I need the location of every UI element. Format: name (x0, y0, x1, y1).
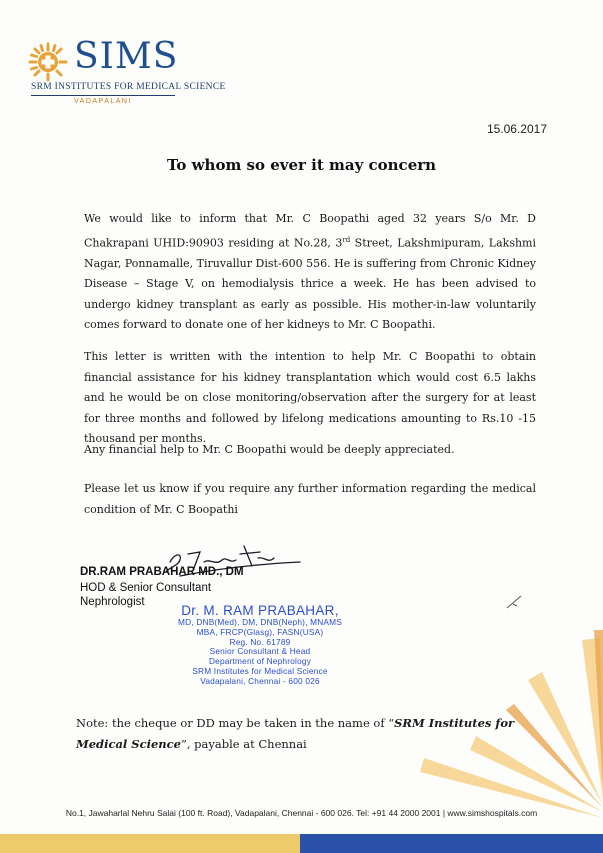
stamp-qualifications-2: MBA, FRCP(Glasg), FASN(USA) (196, 626, 324, 637)
logo-wordmark: SIMS (74, 36, 179, 77)
paragraph-appreciation: Any financial help to Mr. C Boopathi would be deeply appreciated. (84, 443, 455, 456)
letter-title: To whom so ever it may concern (166, 156, 437, 174)
stamp-reg-no: Reg. No. 61789 (229, 636, 291, 647)
footer-address: No.1, Jawaharlal Nehru Salai (100 ft. Road), Vadapalani, Chennai - 600 026. Tel: +91 44 2000 2001 | www.simshospitals.com (65, 808, 538, 818)
stamp-institution: SRM Institutes for Medical Science (192, 665, 328, 676)
note-label: Note: (76, 716, 109, 730)
superscript-suffix: rd (342, 235, 351, 244)
stamp-position: Senior Consultant & Head (209, 646, 311, 657)
footer-gold-bar (0, 834, 300, 853)
stamp-department: Department of Nephrology (208, 656, 312, 667)
stamp-name: Dr. M. RAM PRABAHAR, (181, 603, 339, 618)
signatory-name: DR.RAM PRABAHAR MD., DM (80, 566, 244, 578)
note-text: the cheque or DD may be taken in the name of “ (108, 716, 395, 730)
paragraph-contact: Please let us know if you require any further information regarding the medical condition of Mr. C Boopathi (84, 482, 536, 516)
institution-name: SRM INSTITUTES FOR MEDICAL SCIENCE (31, 82, 226, 92)
note-text-end: ”, payable at Chennai (180, 737, 307, 751)
footer-blue-bar (300, 834, 603, 853)
note-payee: SRM Institutes for Medical Science (76, 716, 515, 751)
stamp-qualifications: MD, DNB(Med), DM, DNB(Neph), MNAMS (178, 617, 342, 627)
payment-note (76, 713, 546, 755)
signatory-title: HOD & Senior Consultant (80, 582, 212, 594)
paragraph-patient-details (84, 209, 536, 336)
institution-location: VADAPALANI (74, 98, 132, 105)
paragraph-financial-need: This letter is written with the intention to help Mr. C Boopathi to obtain financial assistance for his kidney transplantation which would cost 6.5 lakhs and he would be on close monitoring/observation after the surgery for at least for three months and followed by lifelong medications amounting to Rs.10 -15 thousand per months. (84, 350, 536, 445)
paragraph-text: Street, Lakshmipuram, Lakshmi Nagar, Ponnamalle, Tiruvallur Dist-600 556. He is suffering from Chronic Kidney Disease – Stage V, on hemodialysis thrice a week. He has been advised to undergo kidney transplant as early as possible. His mother-in-law voluntarily comes forward to donate one of her kidneys to Mr. C Boopathi. (84, 236, 536, 332)
sun-cross-icon (28, 42, 68, 82)
doctor-stamp (170, 603, 350, 687)
paragraph-text: We would like to inform that Mr. C Boopathi aged 32 years S/o Mr. D Chakrapani UHID:90903 residing at No.28, 3 (84, 212, 536, 250)
logo-divider (31, 95, 175, 96)
signatory-specialty: Nephrologist (80, 596, 145, 608)
stamp-address: Vadapalani, Chennai - 600 026 (200, 675, 320, 686)
letter-date: 15.06.2017 (486, 122, 547, 136)
